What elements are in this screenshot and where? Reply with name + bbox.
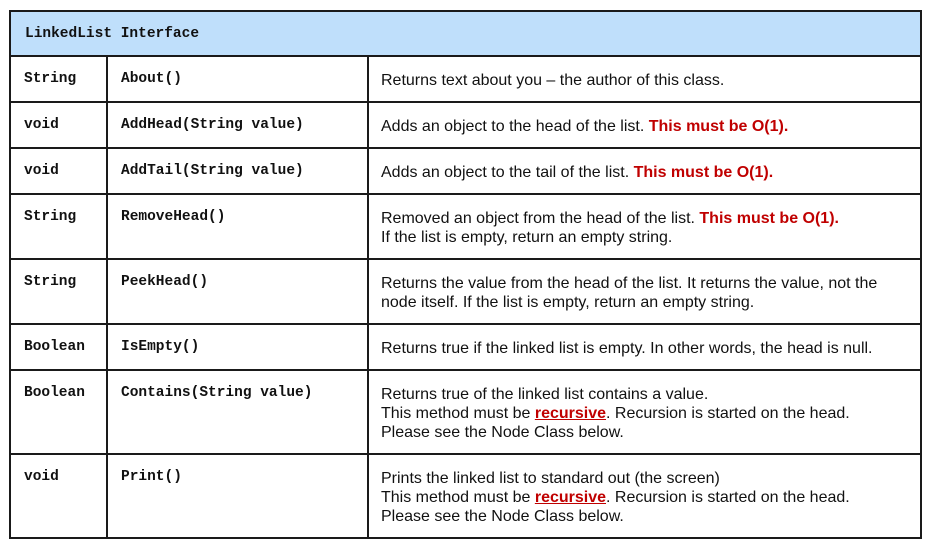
method-description [369, 455, 920, 526]
description-text: Adds an object to the head of the list. [381, 118, 649, 135]
recursion-requirement: recursive [534, 489, 607, 506]
description-cell [368, 259, 921, 324]
return-type-cell [10, 259, 107, 324]
description-cell [368, 56, 921, 102]
method-cell [107, 194, 368, 259]
description-text: Returns the value from the head of the list. It returns the value, not the [381, 275, 878, 292]
method-signature: About() [121, 71, 182, 87]
description-cell [368, 148, 921, 194]
table-row [10, 259, 921, 324]
method-signature: IsEmpty() [121, 339, 200, 355]
return-type-cell [10, 56, 107, 102]
method-cell [107, 324, 368, 370]
complexity-requirement: This must be O(1). [648, 118, 789, 135]
return-type-cell [10, 454, 107, 538]
method-signature: Contains(String value) [121, 385, 313, 401]
method-description [369, 371, 920, 442]
return-type-cell [10, 324, 107, 370]
method-signature: Print() [121, 469, 182, 485]
table-row [10, 370, 921, 454]
method-description [369, 325, 920, 358]
method-cell [107, 56, 368, 102]
description-cell [368, 102, 921, 148]
return-type: String [24, 209, 77, 225]
method-cell [107, 259, 368, 324]
table-row [10, 102, 921, 148]
description-cell [368, 324, 921, 370]
table-row [10, 324, 921, 370]
method-signature: AddHead(String value) [121, 117, 304, 133]
description-text: Prints the linked list to standard out (the screen) [381, 470, 720, 487]
table-header-cell [10, 11, 921, 56]
description-cell [368, 454, 921, 538]
description-text: Adds an object to the tail of the list. [381, 164, 634, 181]
return-type: Boolean [24, 385, 85, 401]
method-description [369, 57, 920, 90]
description-text: Please see the Node Class below. [381, 424, 624, 441]
description-text: If the list is empty, return an empty string. [381, 229, 673, 246]
linkedlist-interface-table [9, 10, 922, 539]
description-text: This method must be [381, 489, 535, 506]
description-cell [368, 370, 921, 454]
description-text: Returns text about you – the author of this class. [381, 72, 725, 89]
method-description [369, 260, 920, 312]
method-cell [107, 148, 368, 194]
description-cell [368, 194, 921, 259]
return-type: String [24, 71, 77, 87]
return-type: void [24, 469, 59, 485]
table-row [10, 56, 921, 102]
return-type-cell [10, 102, 107, 148]
description-text: node itself. If the list is empty, return an empty string. [381, 294, 755, 311]
method-description [369, 149, 920, 182]
method-cell [107, 102, 368, 148]
table-title: LinkedList Interface [25, 26, 200, 42]
table-row [10, 194, 921, 259]
return-type-cell [10, 370, 107, 454]
return-type-cell [10, 194, 107, 259]
method-description [369, 195, 920, 247]
description-text: . Recursion is started on the head. [606, 489, 850, 506]
return-type-cell [10, 148, 107, 194]
table-row [10, 148, 921, 194]
method-signature: AddTail(String value) [121, 163, 304, 179]
table-row [10, 454, 921, 538]
method-cell [107, 454, 368, 538]
recursion-requirement: recursive [534, 405, 607, 422]
description-text: . Recursion is started on the head. [606, 405, 850, 422]
description-text: Returns true of the linked list contains a value. [381, 386, 709, 403]
return-type: void [24, 163, 59, 179]
description-text: Removed an object from the head of the list. [381, 210, 700, 227]
return-type: Boolean [24, 339, 85, 355]
return-type: void [24, 117, 59, 133]
description-text: Please see the Node Class below. [381, 508, 624, 525]
return-type: String [24, 274, 77, 290]
description-text: Returns true if the linked list is empty. In other words, the head is null. [381, 340, 873, 357]
table-header-row [10, 11, 921, 56]
complexity-requirement: This must be O(1). [699, 210, 839, 227]
complexity-requirement: This must be O(1). [633, 164, 774, 181]
description-text: This method must be [381, 405, 535, 422]
method-signature: PeekHead() [121, 274, 209, 290]
method-cell [107, 370, 368, 454]
method-description [369, 103, 920, 136]
method-signature: RemoveHead() [121, 209, 226, 225]
